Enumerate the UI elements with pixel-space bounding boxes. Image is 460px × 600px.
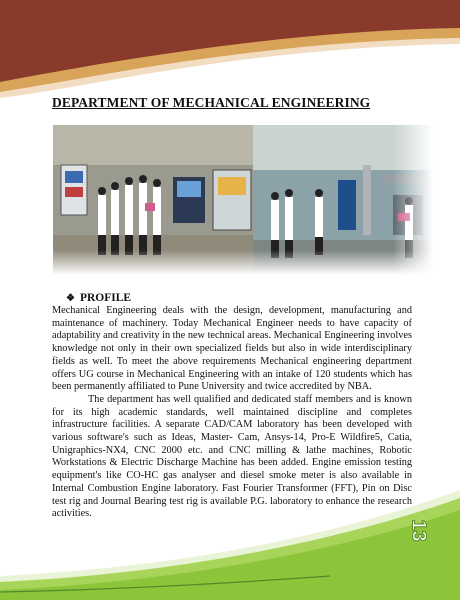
diamond-bullet-icon: ❖ — [66, 292, 75, 304]
bottom-banner — [0, 480, 460, 600]
lab-photo — [53, 125, 433, 275]
profile-heading — [66, 292, 131, 304]
page-number — [408, 515, 428, 545]
top-banner — [0, 0, 460, 110]
page-title: DEPARTMENT OF MECHANICAL ENGINEERING — [52, 95, 371, 110]
page-number-text: 13 — [407, 518, 430, 542]
profile-paragraph: The department has well qualified and dedicated staff members and is known for its high academic standards, well maintained discipline and completes infrastructure facilities. A separate CAD/CAM laboratory has been developed with various software's such as Ideas, Master- Cam, Ansys-14, Pro-E Wildfire5, Catia, Unigraphics-NX4, CNC 2000 etc. and CNC milling & lathe machines, Robotic Workstations & Electric Discharge Machine has been added. Engine emission testing equipment's like CO-HC gas analyser and diesel smoke meter is also available in Internal Combustion Engine laboratory. Fast Fourier Transformer (FFT), Pin on Disc test rig and Journal Bearing test rig is available P.G. laboratory to enhance the research activities. — [52, 393, 412, 520]
profile-heading-text: PROFILE — [79, 292, 132, 304]
profile-paragraph: Mechanical Engineering deals with the design, development, manufacturing and maintenance of machinery. Today Mechanical Engineer needs to have capacity of adaptability and creativity in the new technical areas. Mechanical Engineering involves knowledge not only in their own specialized fields but also in wide interdisciplinary fields as well. To meet the above requirements Mechanical engineering department offers UG course in Mechanical Engineering with an intake of 120 students which has been permanently affiliated to Pune University and twice accredited by NBA. — [52, 305, 412, 393]
